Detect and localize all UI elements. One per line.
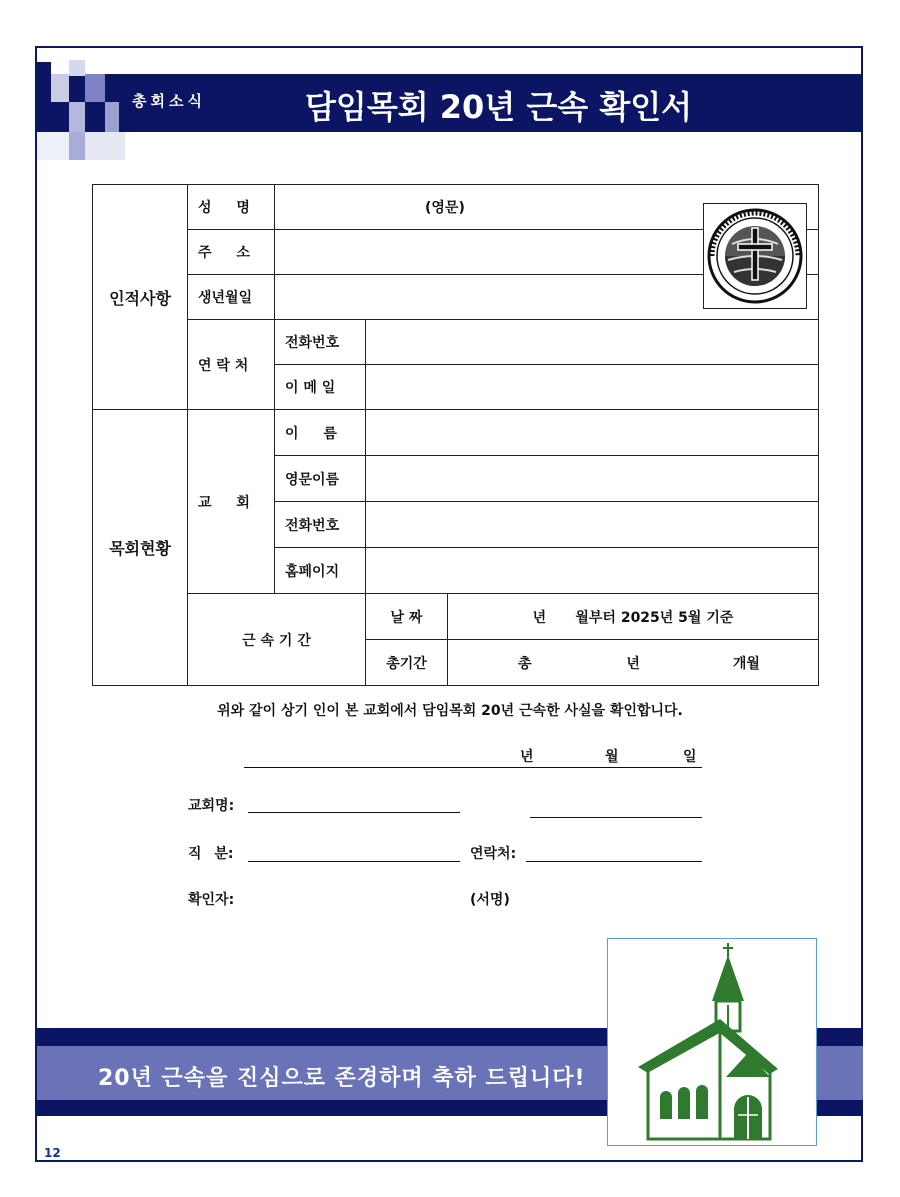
church-phone-field[interactable]: [366, 502, 819, 548]
confirmation-statement: 위와 같이 상기 인이 본 교회에서 담임목회 20년 근속한 사실을 확인합니다.: [217, 703, 683, 719]
email-field[interactable]: [366, 365, 819, 410]
date-label: 날 짜: [366, 594, 448, 640]
english-name-label: 영문이름: [275, 456, 366, 502]
date-line[interactable]: [244, 767, 702, 768]
contact-line[interactable]: [526, 861, 702, 862]
church-name-sign-label: 교회명:: [188, 798, 235, 814]
sign-month: 월: [605, 749, 619, 765]
church-phone-label: 전화번호: [275, 502, 366, 548]
church-illustration: [607, 938, 817, 1146]
confirmer-label: 확인자:: [188, 892, 235, 908]
total-year: 년: [626, 655, 640, 672]
blank-line[interactable]: [530, 817, 702, 818]
total-label: 총기간: [366, 640, 448, 686]
position-label: 직 분:: [188, 846, 234, 862]
total-month: 개월: [732, 655, 760, 672]
contact-label: 연 락 처: [188, 320, 275, 410]
church-label: 교 회: [188, 410, 275, 594]
address-label: 주 소: [188, 230, 275, 275]
page-title: 담임목회 20년 근속 확인서: [305, 88, 693, 126]
total-field[interactable]: [448, 640, 819, 686]
section-personal: 인적사항: [93, 185, 188, 410]
convention-seal-logo: [703, 203, 807, 309]
english-name-field[interactable]: [366, 456, 819, 502]
phone-label: 전화번호: [275, 320, 366, 365]
email-label: 이 메 일: [275, 365, 366, 410]
church-name-label: 이 름: [275, 410, 366, 456]
page-number: 12: [44, 1146, 61, 1160]
homepage-label: 홈페이지: [275, 548, 366, 594]
section-ministry: 목회현황: [93, 410, 188, 686]
sign-day: 일: [683, 749, 697, 765]
church-name-line[interactable]: [248, 812, 460, 813]
church-name-field[interactable]: [366, 410, 819, 456]
date-field[interactable]: 년 월부터 2025년 5월 기준: [448, 594, 819, 640]
english-note: (영문): [425, 200, 465, 216]
birth-label: 생년월일: [188, 275, 275, 320]
sign-year: 년: [520, 749, 534, 765]
tenure-label: 근 속 기 간: [188, 594, 366, 686]
signature-label: (서명): [470, 892, 510, 908]
contact-sign-label: 연락처:: [470, 846, 517, 862]
position-line[interactable]: [248, 861, 460, 862]
total-prefix: 총: [518, 655, 532, 672]
name-label: 성 명: [188, 185, 275, 230]
homepage-field[interactable]: [366, 548, 819, 594]
congratulation-message: 20년 근속을 진심으로 존경하며 축하 드립니다!: [98, 1066, 586, 1091]
header-section: 총회소식: [132, 92, 206, 110]
phone-field[interactable]: [366, 320, 819, 365]
